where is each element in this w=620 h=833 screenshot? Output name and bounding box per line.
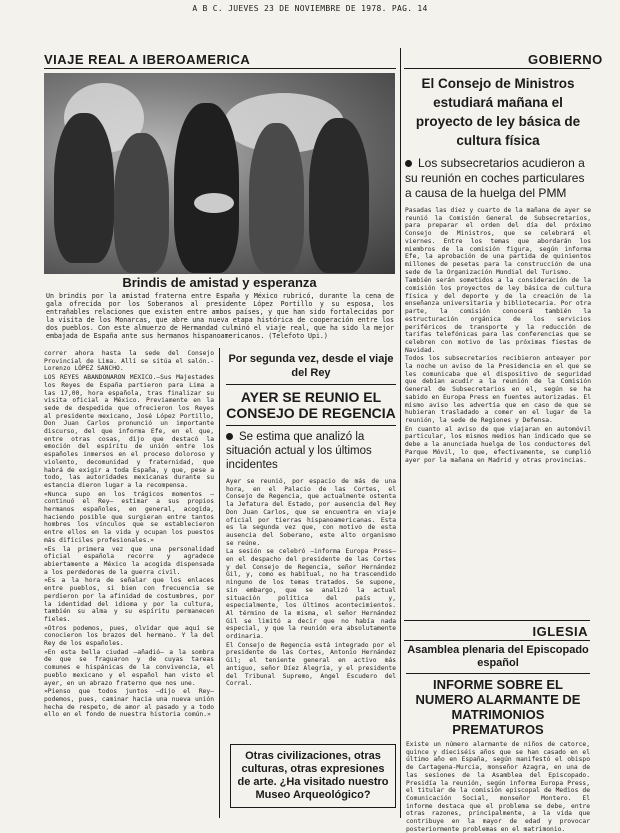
rule [226,425,396,426]
middle-body [226,478,396,726]
column-divider [219,348,220,818]
section-heading-left: VIAJE REAL A IBEROAMERICA [44,52,251,67]
article-left-body [44,350,214,820]
section-rule-iglesia-top [404,620,590,621]
right-bottom-article [406,644,590,833]
right-top-body [405,207,591,605]
section-rule-iglesia-bottom [404,640,590,641]
right-top-deck-text: Los subsecretarios acudieron a su reunión en coches particulares a causa de la huelga del PMM [405,156,585,200]
rule [226,384,396,385]
paragraph: »Otros podemos, pues, olvidar que aquí se conocieron los brazos del hermano. Y la del Rey de los españoles. [44,624,214,648]
column-divider [400,48,401,818]
paragraph: »Es a la hora de señalar que los enlaces entre pueblos, si bien con frecuencia se perdieron por la afinidad de costumbres, por la identidad del idioma y por la cultura, también su alma y su espíritu permanecen fieles. [44,577,214,623]
section-heading-iglesia: IGLESIA [532,624,588,639]
middle-kicker: Por segunda vez, desde el viaje del Rey [228,353,394,379]
paragraph: También serán sometidos a la consideración de la comisión los proyectos de ley básica de cultura física y del deporte y de la creación de la enseñanza universitaria y bibliotecaria. Por otra parte, la comisión conocerá también la estructuración orgánica de los servicios periféricos de transporte y la reducción de tarifas telefónicas para las conferencias que se celebren con motivo de las próximas fiestas de Navidad. [405,277,591,354]
right-bottom-headline: INFORME SOBRE EL NUMERO ALARMANTE DE MATRIMONIOS PREMATUROS [415,677,581,737]
section-heading-gobierno: GOBIERNO [528,52,603,67]
paragraph: Todos los subsecretarios recibieron anteayer por la noche un aviso de la Presidencia en el que se les comunicaba que el dispositivo de seguridad que debían acudir a la reunión de la Comisión General de Subsecretarios en el, según se ha sabido en Europa Press en fuentes autorizadas. El mismo aviso les advertía que en caso de que se hubieran trasladado a comer en el lugar de la reunión, la sede de Regiones y Defensa. [405,355,591,424]
middle-headline: AYER SE REUNIO EL CONSEJO DE REGENCIA [226,389,396,421]
right-top-deck [405,156,591,201]
right-top-headline: El Consejo de Ministros estudiará mañana el proyecto de ley básica de cultura física [415,76,581,148]
paragraph: correr ahora hasta la sede del Consejo Provincial de Lima. Allí se sitúa el salón.- Lorenzo LÓPEZ SANCHO. [44,350,214,373]
photo-title: Brindis de amistad y esperanza [122,275,317,290]
paragraph: Existe un número alarmante de niños de catorce, quince y dieciséis años que se han casado en el último año en España, según manifestó el obispo de Cartagena-Murcia, monseñor Azagra, en una de las sesiones de la Asamblea del Episcopado. Presidía la reunión, según informa Europa Press, el titular de la comisión episcopal de Medios de Comunicación Social, monseñor Montero. El informe destaca que el problema se debe, entre otras razones, principalmente, a la vida que contribuye en la mayor de edad y provocar posteriormente problemas en el matrimonio. [406,741,590,833]
museum-promo-box[interactable] [230,744,396,808]
right-bottom-body [406,741,590,833]
right-bottom-kicker: Asamblea plenaria del Episcopado español [407,644,589,669]
middle-article [226,352,396,726]
news-photo [44,73,395,274]
paragraph: La sesión se celebró —informa Europa Press— en el despacho del presidente de las Cortes y del Consejo de Regencia, señor Hernández Gil, y, como es habitual, no ha trascendido ninguno de los temas tratados. Se supone, sin embargo, que se analizó la actual situación política del país y, especialmente, los últimos acontecimientos. Al término de la misma, el señor Hernández Gil se limitó a decir que no había nada especial, y que la reunión era absolutamente ordinaria. [226,548,396,641]
paragraph: LOS REYES ABANDONARON MEXICO.—Sus Majestades los Reyes de España partieron para Lima a las 17,00, hora española, tras finalizar su visita oficial a México. Previamente en la sede de despedida que ofrecieron los Reyes al presidente mexicano, José López Portillo, Don Juan Carlos pronunció un importante discurso, del que informa Efe, en el que, entre otras cosas, dijo que destacó la emoción del espíritu de unión entre los españoles inmersos en el proceso doloroso y violento, decomunidad y fraternidad, que habrá de exigir a toda España, y que, pese a todo, las autoridades mexicanas durante su estancia dieron lugar a la recompensa. [44,374,214,489]
paragraph: «Es la primera vez que una personalidad oficial española recorre y agradece abiertamente a México la acogida dispensada a los perdedores de la guerra civil. [44,545,214,576]
paragraph: »Pienso que todos juntos —dijo el Rey— podemos, pues, caminar hacia una nueva unión hecha de respeto, de amor al pasado y a todo ello en el fondo de nuestra historia común.» [44,688,214,719]
paragraph: »En esta bella ciudad —añadió— a la sombra de que se fraguaron y de cuyas tareas comunes e hispánicas de la convivencia, el pueblo mexicano y el español han visto el ayer, en un abrazo fraterno que nos une. [44,648,214,687]
middle-deck [226,430,396,472]
bullet-icon [226,433,233,440]
paragraph: Ayer se reunió, por espacio de más de una hora, en el Palacio de las Cortes, el Consejo de Regencia, que actualmente ostenta la Jefatura del Estado, por ausencia del Rey Don Juan Carlos, que se encuentra en viaje oficial por tierras hispanoamericanas. Esta es la segunda vez que, con motivo de esta ausencia del Soberano, este alto organismo se reúne. [226,478,396,547]
museum-promo-text: Otras civilizaciones, otras culturas, otras expresiones de arte. ¿Ha visitado nuestro Museo Arqueológico? [237,750,389,801]
paragraph: El Consejo de Regencia está integrado por el presidente de las Cortes, Antonio Hernández Gil; el teniente general en activo más antiguo, señor Díez Alegría, y el presidente del Tribunal Supremo, Angel Escudero del Corral. [226,641,396,688]
running-head: A B C. JUEVES 23 DE NOVIEMBRE DE 1978. PAG. 14 [192,4,428,13]
rule [406,673,590,674]
photo-caption: Un brindis por la amistad fraterna entre España y México rubricó, durante la cena de gala ofrecida por los Soberanos al presidente López Portillo y su esposa, los entrañables relaciones que existen entre ambos países, y que han sido fortalecidas por la visita de los Monarcas, que abre una nueva etapa histórica de cooperación entre los dos pueblos. Con este almuerzo de Hermandad culminó el viaje real, que ha sido la mejor embajada de España ante sus hermanos hispanoamericanos. (Telefoto Upi.) [46,292,394,340]
right-top-article [405,74,591,605]
paragraph: «Nunca supo en los trágicos momentos —continuó el Rey— estimar a sus propios hermanos españoles, en general, acogida, haciendo posible que surgieran entre tantos hombres los vínculos que se establecieron entre ellos en la vida y ocupan los puestos más difíciles profesionales.» [44,490,214,544]
bullet-icon [405,160,412,167]
paragraph: Pasadas las diez y cuarto de la mañana de ayer se reunió la Comisión General de Subsecretarios, para preparar el orden del día del próximo Consejo de Ministros, que se celebrará el viernes. Entre los temas que abordarán los miembros de la comisión figura, según informa Efe, la aprobación de una partida de quinientos millones de pesetas para la construcción de una sede de la Organización Mundial del Turismo. [405,207,591,276]
middle-deck-text: Se estima que analizó la situación actual y los últimos incidentes [226,431,372,471]
section-rule-right [404,68,590,69]
section-rule-left [44,68,396,69]
paragraph: En cuanto al aviso de que viajaran en automóvil particular, los mismos medios han indicado que se debe a la anunciada huelga de los conductores del Parque Móvil, lo que, efectivamente, se cumplió ayer por la mañana en Madrid y otras provincias. [405,425,591,464]
